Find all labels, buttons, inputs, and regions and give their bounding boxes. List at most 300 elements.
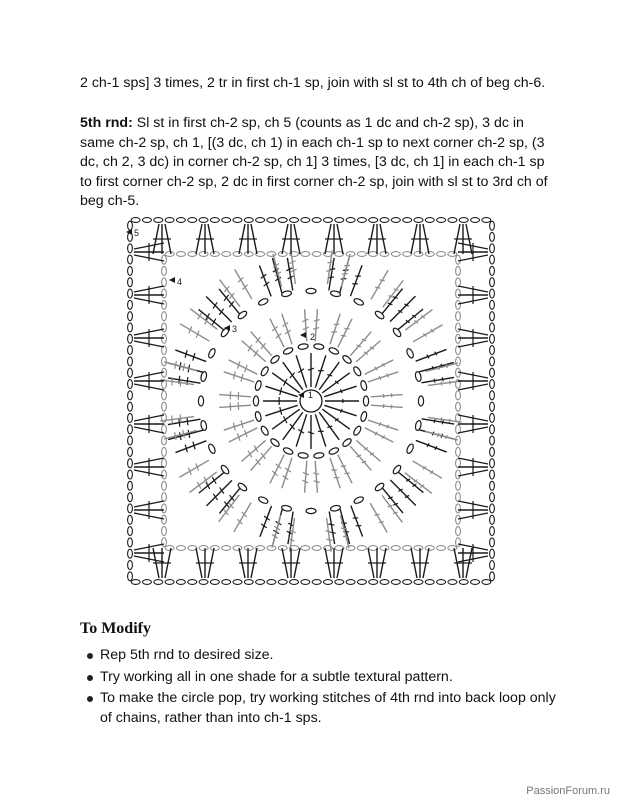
round2-stitch-bar (313, 473, 319, 475)
round4-chain (162, 323, 167, 332)
round5-chain (490, 289, 495, 298)
round1-chain (254, 380, 262, 391)
round5-chain (380, 218, 389, 223)
round4-chain (210, 546, 219, 551)
round5-chain (267, 580, 276, 585)
round4-chain (425, 252, 434, 257)
round4-stitch-bar (379, 522, 384, 523)
round4-chain (456, 255, 461, 264)
round2-stitch (282, 458, 292, 488)
round3-stitch (382, 289, 403, 315)
round4-stitch-bar (180, 414, 181, 422)
round4-chain (380, 252, 389, 257)
round3-stitch (416, 349, 447, 361)
round5-chain (391, 580, 400, 585)
round3-chain (415, 371, 422, 382)
round2-stitch (368, 420, 398, 430)
round5-chain (233, 218, 242, 223)
round5-chain (128, 504, 133, 513)
round4-chain (456, 402, 461, 411)
round5-chain (199, 580, 208, 585)
arrow-icon (169, 277, 175, 283)
round5-label: 5th rnd: (80, 115, 133, 131)
round4-chain (456, 493, 461, 502)
round5-chain (490, 436, 495, 445)
round4-chain (162, 436, 167, 445)
round4-chain (162, 538, 167, 547)
round1-chain (283, 347, 294, 356)
round3-stitch-bar (212, 477, 216, 484)
round4-chain (267, 252, 276, 257)
round4-chain (456, 504, 461, 513)
round5-chain (165, 218, 174, 223)
round5-chain (490, 323, 495, 332)
round4-stitch-bar (180, 379, 181, 387)
round4-stitch (190, 309, 217, 330)
round1-chain (253, 396, 258, 406)
round5-chain (490, 459, 495, 468)
round4-chain (448, 252, 457, 257)
round5-chain (490, 493, 495, 502)
round1-chain (352, 425, 362, 436)
round3-stitch (260, 506, 272, 537)
round5-chain (369, 580, 378, 585)
round5-chain (128, 481, 133, 490)
round5-text: Sl st in first ch-2 sp, ch 5 (counts as 1 dc and ch-2 sp), 3 dc in same ch-2 sp, ch 1, [(3 dc, ch 1) in each ch-1 sp to next corner ch-2 sp, (3 dc, ch 2, 3 dc) in corner ch-2 sp, ch 1] 3 times, [3 dc, ch 1] in each ch-1 sp to first corner ch-2 sp, 2 dc in first corner ch-2 sp, join with sl st to 3rd ch of beg ch-5. (80, 115, 548, 210)
round4-stitch (273, 254, 282, 287)
round4-chain (456, 266, 461, 275)
round5-chain (128, 493, 133, 502)
round4-chain (176, 252, 185, 257)
round5-chain (128, 413, 133, 422)
round2-stitch-bar (344, 328, 349, 329)
round4-stitch-bar (197, 482, 201, 489)
round5-chain (256, 218, 265, 223)
round1-chain (260, 366, 270, 377)
round5-chain (490, 255, 495, 264)
round4-stitch-bar (325, 531, 331, 532)
round4-chain (346, 252, 355, 257)
round4-chain (456, 436, 461, 445)
round5-chain (490, 481, 495, 490)
round5-chain (490, 515, 495, 524)
round4-chain (357, 546, 366, 551)
round5-chain (490, 572, 495, 581)
round5-chain (128, 244, 133, 253)
round4-chain (210, 252, 219, 257)
round4-chain (162, 515, 167, 524)
round1-stitch-bar (283, 379, 287, 386)
round3-chain (237, 310, 248, 320)
round4-chain (456, 312, 461, 321)
round2-stitch-bar (379, 376, 381, 380)
round4-chain (162, 391, 167, 400)
round3-chain (392, 327, 402, 338)
round5-chain (128, 346, 133, 355)
round3-stitch (419, 362, 454, 371)
arrow-icon (300, 332, 306, 338)
round2-stitch (224, 372, 254, 382)
round3-chain (281, 290, 292, 297)
round3-stitch (168, 430, 203, 439)
round4-chain (162, 278, 167, 287)
round5-chain (490, 334, 495, 343)
round4-chain (456, 391, 461, 400)
round5-chain (233, 580, 242, 585)
round4-stitch-bar (172, 377, 173, 385)
round2-stitch (219, 395, 251, 397)
round5-chain (403, 218, 412, 223)
round2-stitch (224, 420, 254, 430)
round5-chain (448, 580, 457, 585)
round4-chain (162, 266, 167, 275)
round3-chain (330, 290, 341, 297)
round4-chain (456, 538, 461, 547)
round4-chain (176, 546, 185, 551)
round1-chain (260, 425, 270, 436)
round4-stitch (371, 270, 388, 299)
round4-chain (456, 357, 461, 366)
round5-chain (490, 561, 495, 570)
round4-chain (233, 546, 242, 551)
round-label-3: 3 (232, 324, 238, 334)
round2-stitch-bar (248, 451, 252, 458)
round2-stitch-bar (313, 328, 319, 330)
round3-stitch (175, 441, 206, 453)
round5-chain (346, 580, 355, 585)
round4-stitch (425, 431, 458, 440)
arrow-icon (224, 325, 230, 331)
round5-chain (244, 580, 253, 585)
round4-chain (188, 546, 197, 551)
round5-chain (128, 527, 133, 536)
round5-chain (131, 218, 140, 223)
round5-chain (323, 580, 332, 585)
round5-chain (391, 218, 400, 223)
round-label-5: 5 (134, 228, 140, 238)
round3-stitch (351, 506, 363, 537)
round2-stitch (315, 309, 317, 341)
round2-stitch (371, 405, 403, 407)
round4-stitch (180, 460, 209, 477)
round5-chain (482, 218, 491, 223)
round5-chain (128, 368, 133, 377)
round4-chain (162, 255, 167, 264)
round4-chain (162, 493, 167, 502)
round2-stitch (282, 314, 292, 344)
round4-stitch-bar (393, 512, 398, 514)
round5-chain (490, 380, 495, 389)
round4-stitch (383, 280, 404, 307)
round5-chain (278, 580, 287, 585)
round2-stitch-bar (387, 425, 389, 429)
round2-stitch (229, 428, 258, 442)
modify-tip: Try working all in one shade for a subtle textural pattern. (86, 668, 556, 688)
round3-chain (330, 505, 341, 512)
round5-chain (278, 218, 287, 223)
watermark: PassionForum.ru (526, 785, 610, 797)
round5-instructions (80, 114, 550, 212)
round1-chain (360, 380, 368, 391)
round5-chain (335, 218, 344, 223)
round5-chain (312, 218, 321, 223)
round4-stitch (219, 495, 240, 522)
round3-chain (258, 496, 269, 505)
round5-chain (490, 244, 495, 253)
modify-heading: To Modify (80, 620, 151, 637)
round4-chain (456, 481, 461, 490)
round4-chain (456, 300, 461, 309)
round3-stitch (272, 258, 281, 293)
round4-chain (301, 252, 310, 257)
round5-chain (154, 218, 163, 223)
round2-stitch-bar (276, 464, 281, 469)
round4-stitch (234, 503, 251, 532)
round3-chain (418, 396, 423, 406)
round4-stitch (341, 254, 350, 287)
round5-chain (142, 218, 151, 223)
round4-stitch (413, 461, 442, 478)
round5-chain (210, 218, 219, 223)
round5-chain (459, 580, 468, 585)
round1-chain (298, 452, 309, 459)
round5-chain (188, 218, 197, 223)
round5-chain (490, 357, 495, 366)
round4-stitch-bar (175, 361, 177, 369)
round4-continuation-text (80, 74, 550, 94)
round2-stitch (330, 314, 340, 344)
round5-chain (482, 580, 491, 585)
round5-chain (128, 380, 133, 389)
round5-chain (154, 580, 163, 585)
round4-chain (301, 546, 310, 551)
modify-tip: To make the circle pop, try working stitches of 4th rnd into back loop only of chains, rather than into ch-1 sps. (86, 689, 556, 728)
round4-chain (456, 527, 461, 536)
round5-chain (128, 470, 133, 479)
round4-chain (425, 546, 434, 551)
round2-stitch (219, 405, 251, 407)
round4-chain (162, 402, 167, 411)
round4-chain (162, 334, 167, 343)
round4-stitch-bar (183, 430, 185, 438)
round4-chain (162, 447, 167, 456)
round4-chain (188, 252, 197, 257)
round4-chain (456, 447, 461, 456)
round2-stitch-bar (379, 422, 381, 426)
round3-chain (415, 420, 422, 431)
round3-stitch-bar (442, 420, 443, 424)
round4-chain (222, 546, 231, 551)
round5-chain (490, 312, 495, 321)
round4-chain (199, 546, 208, 551)
round4-chain (267, 546, 276, 551)
round4-chain (414, 546, 423, 551)
round4-stitch-bar (183, 363, 185, 371)
round1-chain (283, 447, 294, 456)
round3-stitch-bar (328, 524, 334, 525)
round5-chain (490, 447, 495, 456)
round3-chain (258, 297, 269, 306)
round2-stitch (229, 360, 258, 374)
round5-chain (128, 515, 133, 524)
round5-chain (128, 334, 133, 343)
round4-stitch-bar (327, 539, 333, 540)
round2-stitch (315, 461, 317, 493)
round4-stitch (413, 325, 442, 342)
round2-stitch-bar (276, 334, 281, 339)
round5-chain (128, 447, 133, 456)
round2-stitch (338, 455, 352, 484)
round5-chain (490, 413, 495, 422)
round5-chain (128, 323, 133, 332)
round4-chain (312, 252, 321, 257)
round4-stitch (235, 270, 252, 299)
round5-chain (131, 580, 140, 585)
round5-chain (490, 527, 495, 536)
round4-chain (456, 515, 461, 524)
round5-chain (128, 278, 133, 287)
round2-stitch-bar (272, 471, 277, 476)
round2-stitch-bar (254, 350, 258, 357)
round4-chain (456, 334, 461, 343)
round2-stitch (270, 319, 284, 348)
round4-chain (456, 470, 461, 479)
round5-chain (222, 218, 231, 223)
round5-chain (128, 289, 133, 298)
round5-chain (369, 218, 378, 223)
round3-stitch-bar (179, 432, 181, 440)
round3-chain (207, 348, 216, 359)
round3-chain (353, 496, 364, 505)
round4-chain (162, 312, 167, 321)
round4-chain (414, 252, 423, 257)
round5-chain (490, 470, 495, 479)
round5-chain (199, 218, 208, 223)
round5-chain (380, 580, 389, 585)
round4-stitch-bar (389, 296, 394, 298)
round5-chain (346, 218, 355, 223)
round5-chain (128, 549, 133, 558)
round5-chain (357, 218, 366, 223)
round4-chain (162, 357, 167, 366)
round1-chain (314, 343, 325, 350)
round5-chain (210, 580, 219, 585)
round4-stitch (370, 503, 387, 532)
round5-chain (335, 580, 344, 585)
round5-chain (490, 232, 495, 241)
round5-chain (222, 580, 231, 585)
round4-stitch-bar (374, 514, 379, 515)
round3-stitch (350, 265, 362, 296)
round4-chain (456, 323, 461, 332)
round5-chain (490, 346, 495, 355)
round3-chain (198, 396, 203, 406)
round5-chain (490, 368, 495, 377)
round4-stitch-bar (175, 432, 177, 440)
round4-chain (162, 527, 167, 536)
round4-chain (456, 278, 461, 287)
round4-chain (357, 252, 366, 257)
round5-chain (490, 221, 495, 230)
round4-chain (312, 546, 321, 551)
round1-chain (363, 396, 368, 406)
round4-stitch-bar (172, 416, 173, 424)
round1-stitch-bar (340, 409, 342, 413)
round5-chain (490, 549, 495, 558)
round5-chain (357, 580, 366, 585)
round3-chain (200, 420, 207, 431)
round5-chain (267, 218, 276, 223)
round3-stitch-bar (388, 303, 393, 305)
round3-stitch-bar (188, 430, 190, 438)
round1-chain (254, 411, 262, 422)
round5-chain (323, 218, 332, 223)
round3-stitch-bar (442, 377, 443, 381)
round3-chain (406, 348, 415, 359)
round4-chain (403, 252, 412, 257)
round4-stitch-bar (388, 505, 393, 507)
round5-chain (128, 425, 133, 434)
round4-stitch-bar (441, 417, 442, 421)
round-label-1: 1 (308, 390, 314, 400)
round3-stitch-bar (393, 297, 398, 299)
round5-chain (448, 218, 457, 223)
crochet-chart (122, 212, 500, 590)
round1-chain (328, 447, 339, 456)
round2-stitch-bar (248, 345, 252, 352)
round5-chain (437, 218, 446, 223)
round5-chain (490, 538, 495, 547)
round4-chain (380, 546, 389, 551)
round2-stitch (338, 319, 352, 348)
round4-chain (165, 546, 174, 551)
round4-chain (162, 300, 167, 309)
round1-chain (298, 343, 309, 350)
round4-chain (437, 252, 446, 257)
round3-chain (220, 464, 230, 475)
round4-chain (346, 546, 355, 551)
round3-chain (306, 288, 316, 293)
round4-chain (165, 252, 174, 257)
round4-chain (233, 252, 242, 257)
round4-stitch-bar (441, 382, 442, 386)
round5-chain (128, 300, 133, 309)
round4-stitch-bar (394, 289, 399, 291)
round5-chain (128, 402, 133, 411)
round5-chain (490, 425, 495, 434)
round3-stitch (259, 265, 271, 296)
round3-stitch-bar (434, 379, 435, 383)
round3-stitch-bar (187, 417, 188, 425)
round5-chain (301, 218, 310, 223)
round5-chain (128, 357, 133, 366)
round3-stitch-bar (212, 319, 216, 326)
round5-chain (128, 459, 133, 468)
round-label-2: 2 (310, 332, 316, 342)
round2-stitch (270, 455, 284, 484)
round2-stitch-bar (314, 481, 320, 483)
intro-text: 2 ch-1 sps] 3 times, 2 tr in first ch-1 sp, join with sl st to 4th ch of beg ch-6. (80, 75, 546, 91)
round5-chain (128, 312, 133, 321)
round5-chain (414, 580, 423, 585)
round5-chain (312, 580, 321, 585)
round5-chain (425, 580, 434, 585)
round5-chain (490, 391, 495, 400)
round3-chain (200, 371, 207, 382)
round4-chain (391, 252, 400, 257)
round5-chain (471, 218, 480, 223)
round5-chain (128, 538, 133, 547)
